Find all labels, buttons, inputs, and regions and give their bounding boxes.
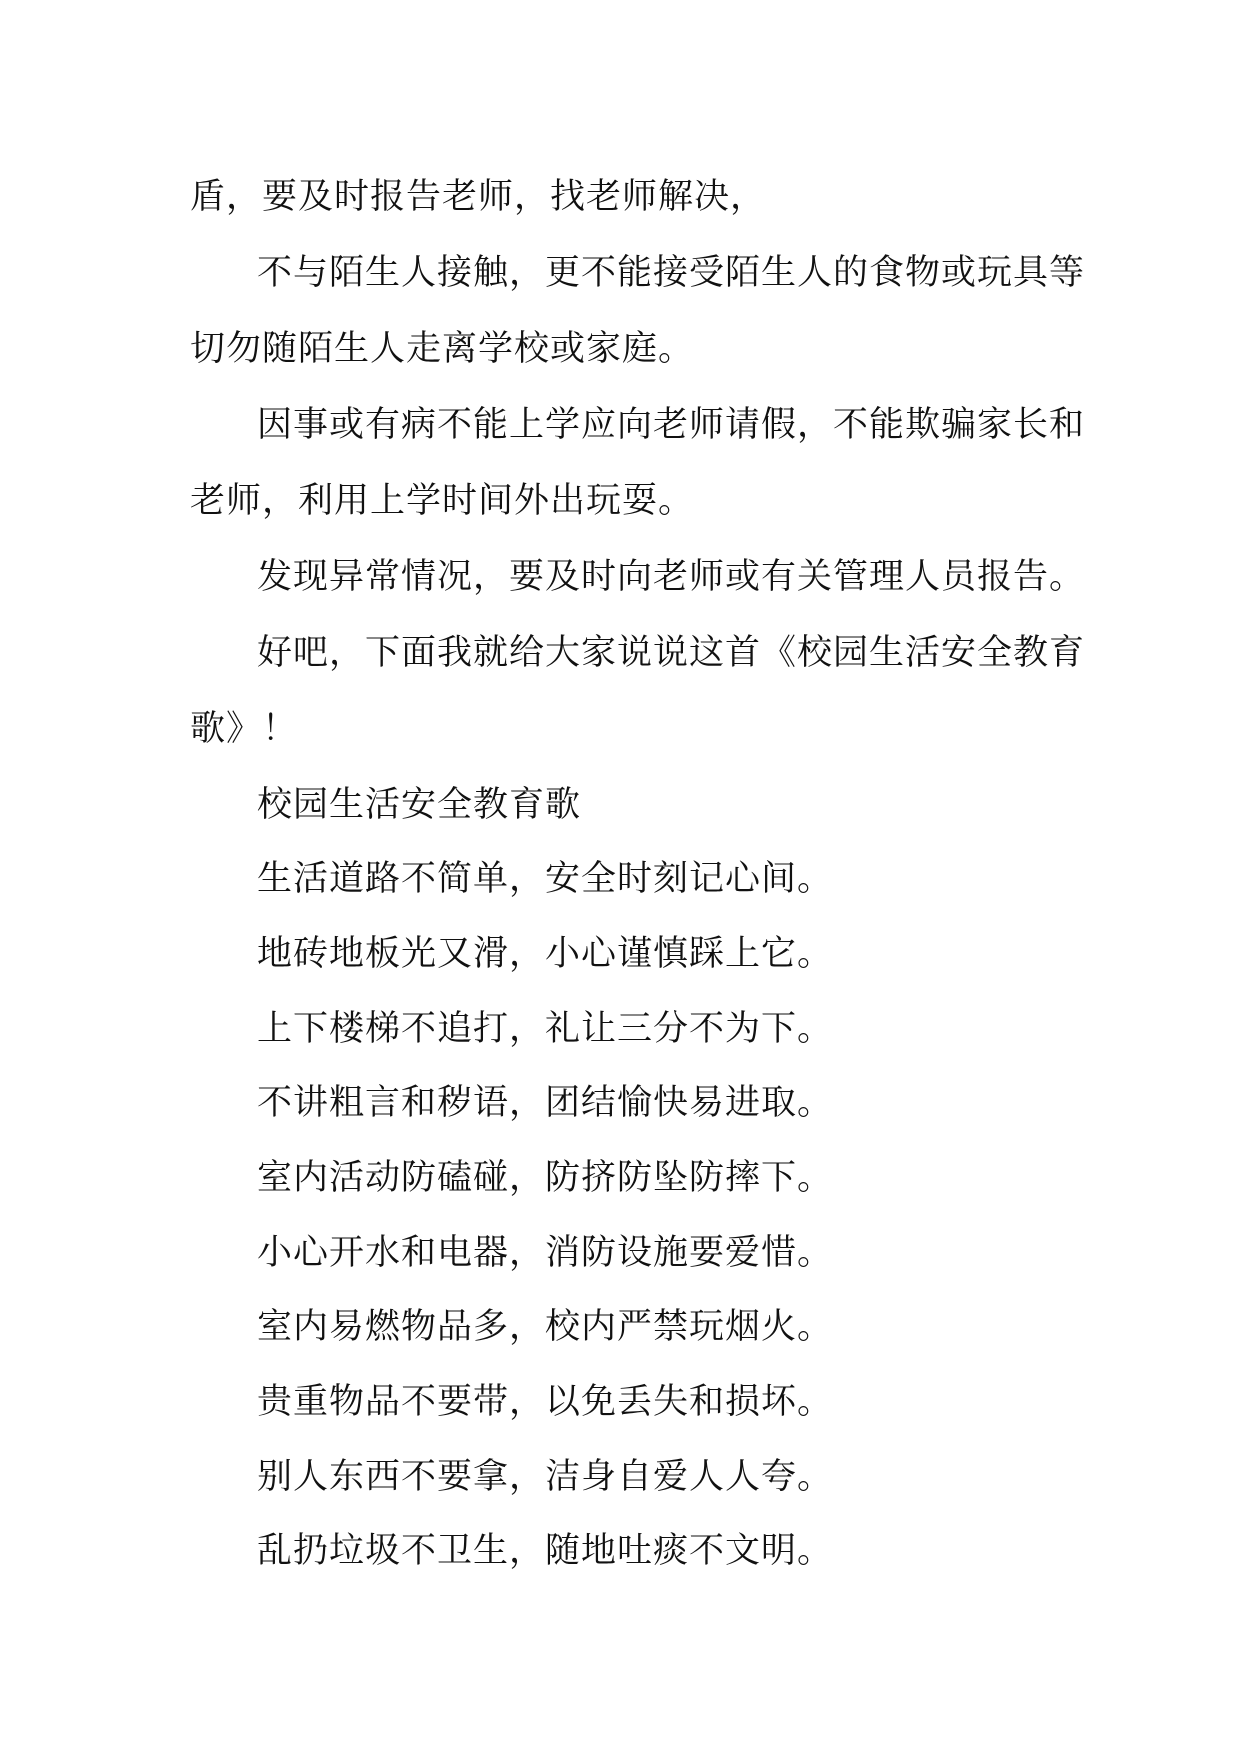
song-title: 校园生活安全教育歌 xyxy=(257,785,582,825)
song-verse: 地砖地板光又滑，小心谨慎踩上它。 xyxy=(257,934,834,974)
paragraph-stranger-safety-cont: 切勿随陌生人走离学校或家庭。 xyxy=(190,329,695,369)
song-verse: 生活道路不简单，安全时刻记心间。 xyxy=(257,859,834,899)
paragraph-stranger-safety: 不与陌生人接触，更不能接受陌生人的食物或玩具等 xyxy=(257,253,1086,293)
paragraph-leave-request: 因事或有病不能上学应向老师请假，不能欺骗家长和 xyxy=(257,405,1086,445)
song-verse: 上下楼梯不追打，礼让三分不为下。 xyxy=(257,1009,834,1049)
paragraph-song-intro-cont: 歌》！ xyxy=(190,709,299,749)
song-verse: 乱扔垃圾不卫生，随地吐痰不文明。 xyxy=(257,1531,834,1571)
song-verse: 贵重物品不要带，以免丢失和损坏。 xyxy=(257,1382,834,1422)
paragraph-song-intro: 好吧，下面我就给大家说说这首《校园生活安全教育 xyxy=(257,633,1086,673)
song-verse: 别人东西不要拿，洁身自爱人人夸。 xyxy=(257,1457,834,1497)
paragraph-report-abnormal: 发现异常情况，要及时向老师或有关管理人员报告。 xyxy=(257,557,1086,597)
song-verse: 小心开水和电器，消防设施要爱惜。 xyxy=(257,1233,834,1273)
text-line-continuation: 盾，要及时报告老师，找老师解决， xyxy=(190,177,767,217)
song-verse: 室内易燃物品多，校内严禁玩烟火。 xyxy=(257,1307,834,1347)
song-verse: 不讲粗言和秽语，团结愉快易进取。 xyxy=(257,1083,834,1123)
paragraph-leave-request-cont: 老师，利用上学时间外出玩耍。 xyxy=(190,481,695,521)
song-verse: 室内活动防磕碰，防挤防坠防摔下。 xyxy=(257,1158,834,1198)
